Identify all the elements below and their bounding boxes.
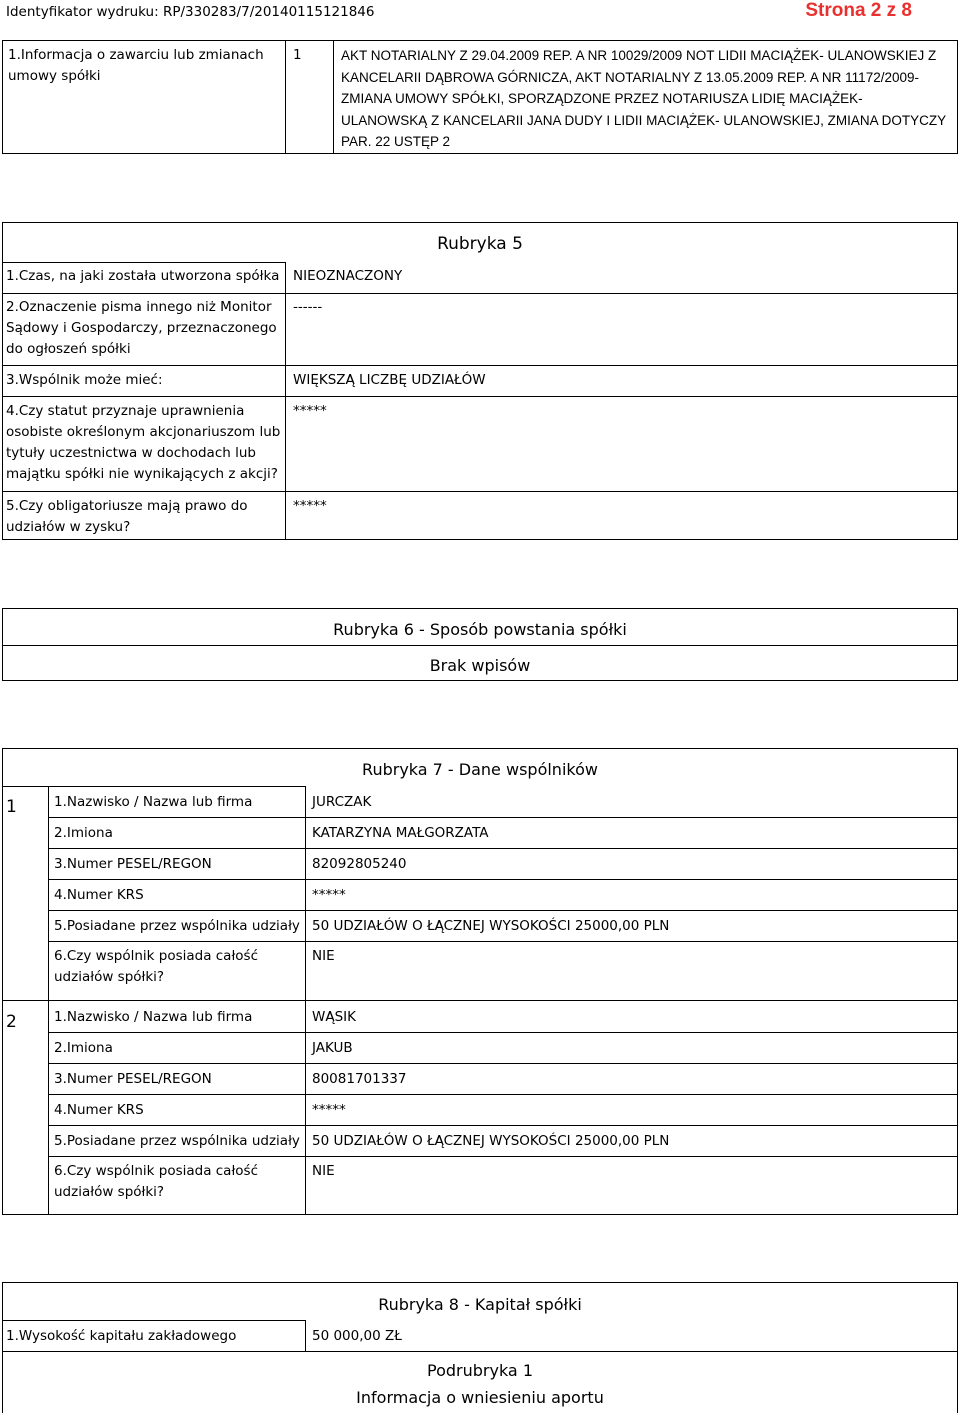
r5-label-3: 3.Wspólnik może mieć: xyxy=(6,372,163,388)
rubryka-7-title: Rubryka 7 - Dane wspólników xyxy=(362,760,598,779)
p1-label-3: 3.Numer PESEL/REGON xyxy=(54,856,212,872)
p1-label-5: 5.Posiadane przez wspólnika udziały xyxy=(54,918,300,934)
p2-label-4: 4.Numer KRS xyxy=(54,1102,144,1118)
partner-1-number: 1 xyxy=(6,797,17,817)
p1-value-2: KATARZYNA MAŁGORZATA xyxy=(312,825,489,841)
contract-info-number: 1 xyxy=(293,47,302,63)
p1-label-1: 1.Nazwisko / Nazwa lub firma xyxy=(54,794,253,810)
partner-2-number: 2 xyxy=(6,1012,17,1032)
subsection-subtitle: Informacja o wniesieniu aportu xyxy=(356,1388,604,1407)
p2-label-5: 5.Posiadane przez wspólnika udziały xyxy=(54,1133,300,1149)
p2-label-3: 3.Numer PESEL/REGON xyxy=(54,1071,212,1087)
rubryka-5-title: Rubryka 5 xyxy=(437,234,523,254)
r5-label-1: 1.Czas, na jaki została utworzona spółka xyxy=(6,268,280,284)
print-identifier: Identyfikator wydruku: RP/330283/7/20140115121846 xyxy=(6,4,375,20)
rubryka-6-empty-notice: Brak wpisów xyxy=(429,656,531,675)
p1-value-3: 82092805240 xyxy=(312,856,407,872)
r5-label-4: 4.Czy statut przyznaje uprawnienia osobiste określonym akcjonariuszom lub tytuły uczestnictwa w dochodach lub majątku spółki nie wynikających z akcji? xyxy=(6,403,281,482)
p1-value-6: NIE xyxy=(312,948,335,964)
r5-value-4: ***** xyxy=(293,403,327,419)
contract-info-value: AKT NOTARIALNY Z 29.04.2009 REP. A NR 10029/2009 NOT LIDII MACIĄŻEK- ULANOWSKIEJ Z KANCELARII DĄBROWA GÓRNICZA, AKT NOTARIALNY Z 13.05.2009 REP. A NR 11172/2009- ZMIANA UMOWY SPÓŁKI, SPORZĄDZONE PRZEZ NOTARIUSZA LIDIĘ MACIĄŻEK- ULANOWSKĄ Z KANCELARII JANA DUDY I LIDII MACIĄŻEK- ULANOWSKIEJ, ZMIANA DOTYCZY PAR. 22 USTĘP 2 xyxy=(341,48,946,149)
p2-value-1: WĄSIK xyxy=(312,1009,356,1025)
p2-value-6: NIE xyxy=(312,1163,335,1179)
contract-info-label: 1.Informacja o zawarciu lub zmianach umowy spółki xyxy=(8,47,264,84)
r5-value-5: ***** xyxy=(293,498,327,514)
p2-value-3: 80081701337 xyxy=(312,1071,407,1087)
r5-label-5: 5.Czy obligatoriusze mają prawo do udziałów w zysku? xyxy=(6,498,248,535)
r5-value-2: ------ xyxy=(293,299,323,315)
p1-value-5: 50 UDZIAŁÓW O ŁĄCZNEJ WYSOKOŚCI 25000,00 PLN xyxy=(312,918,670,934)
p2-label-2: 2.Imiona xyxy=(54,1040,113,1056)
p2-value-4: ***** xyxy=(312,1102,346,1118)
p2-value-2: JAKUB xyxy=(312,1040,353,1056)
capital-value: 50 000,00 ZŁ xyxy=(312,1328,402,1344)
rubryka-8-title: Rubryka 8 - Kapitał spółki xyxy=(378,1295,582,1314)
r5-value-3: WIĘKSZĄ LICZBĘ UDZIAŁÓW xyxy=(293,372,486,388)
rubryka-6-title: Rubryka 6 - Sposób powstania spółki xyxy=(333,620,627,639)
subsection-title: Podrubryka 1 xyxy=(427,1361,533,1380)
capital-label: 1.Wysokość kapitału zakładowego xyxy=(6,1328,237,1344)
p2-label-1: 1.Nazwisko / Nazwa lub firma xyxy=(54,1009,253,1025)
p1-label-6: 6.Czy wspólnik posiada całość udziałów spółki? xyxy=(54,948,259,985)
r5-value-1: NIEOZNACZONY xyxy=(293,268,403,284)
p2-label-6: 6.Czy wspólnik posiada całość udziałów spółki? xyxy=(54,1163,259,1200)
page-number: Strona 2 z 8 xyxy=(805,0,912,21)
r5-label-2: 2.Oznaczenie pisma innego niż Monitor Sądowy i Gospodarczy, przeznaczonego do ogłoszeń spółki xyxy=(6,299,277,357)
p1-label-4: 4.Numer KRS xyxy=(54,887,144,903)
p1-label-2: 2.Imiona xyxy=(54,825,113,841)
p1-value-1: JURCZAK xyxy=(312,794,372,810)
p1-value-4: ***** xyxy=(312,887,346,903)
p2-value-5: 50 UDZIAŁÓW O ŁĄCZNEJ WYSOKOŚCI 25000,00 PLN xyxy=(312,1133,670,1149)
